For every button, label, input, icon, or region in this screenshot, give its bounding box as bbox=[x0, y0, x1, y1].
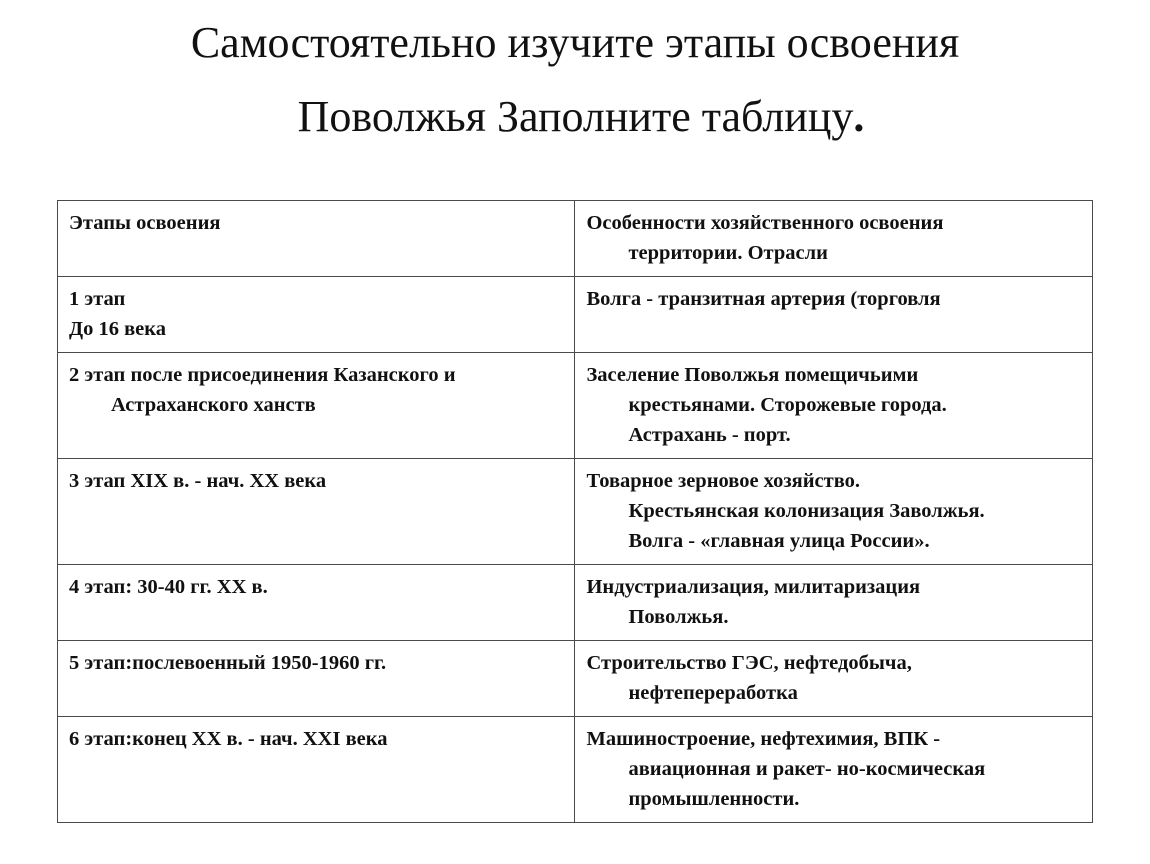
stage-cell bbox=[58, 353, 575, 459]
feature-cell bbox=[575, 641, 1093, 717]
feature-line-2: нефтепереработка bbox=[628, 682, 798, 704]
stage-cell bbox=[58, 459, 575, 565]
stage-cell bbox=[58, 717, 575, 823]
feature-line-1: Индустриализация, милитаризация bbox=[586, 576, 921, 598]
header-cell-features bbox=[575, 201, 1093, 277]
title-line-2 bbox=[0, 80, 1150, 154]
feature-line-3: Астрахань - порт. bbox=[628, 424, 791, 446]
table-row bbox=[58, 717, 1093, 823]
page-title bbox=[0, 6, 1150, 154]
feature-cell bbox=[575, 277, 1093, 353]
table-row bbox=[58, 565, 1093, 641]
stage-period: До 16 века bbox=[69, 318, 167, 340]
feature-line-1: Строительство ГЭС, нефтедобыча, bbox=[586, 652, 912, 674]
feature-line-1: Машиностроение, нефтехимия, ВПК - bbox=[586, 728, 941, 750]
header-features-line-2: территории. Отрасли bbox=[628, 242, 828, 264]
feature-cell bbox=[575, 717, 1093, 823]
stage-cell bbox=[58, 641, 575, 717]
feature-line-2: Поволжья. bbox=[628, 606, 729, 628]
stage-label: 3 этап XIX в. - нач. XX века bbox=[69, 470, 327, 492]
table-row bbox=[58, 277, 1093, 353]
stage-label: 5 этап:послевоенный 1950-1960 гг. bbox=[69, 652, 387, 674]
stage-label: 1 этап bbox=[69, 288, 126, 310]
title-line-2-text: Поволжья Заполните таблицу bbox=[297, 92, 854, 141]
feature-line-2: Крестьянская колонизация Заволжья. bbox=[628, 500, 985, 522]
feature-line-1: Заселение Поволжья помещичьими bbox=[586, 364, 919, 386]
stage-label-continued: Астраханского ханств bbox=[111, 394, 316, 416]
header-stages-label: Этапы освоения bbox=[69, 212, 221, 234]
feature-line-3: Волга - «главная улица России». bbox=[628, 530, 930, 552]
stage-cell bbox=[58, 565, 575, 641]
feature-cell bbox=[575, 565, 1093, 641]
table-row bbox=[58, 459, 1093, 565]
table-row bbox=[58, 641, 1093, 717]
stage-label: 6 этап:конец XX в. - нач. XXI века bbox=[69, 728, 388, 750]
stage-cell bbox=[58, 277, 575, 353]
feature-line-1: Волга - транзитная артерия (торговля bbox=[586, 288, 941, 310]
title-line-1: Самостоятельно изучите этапы освоения bbox=[190, 18, 960, 67]
feature-cell bbox=[575, 459, 1093, 565]
stage-label: 4 этап: 30-40 гг. XX в. bbox=[69, 576, 268, 598]
feature-line-2: авиационная и ракет- но-космическая bbox=[628, 758, 986, 780]
feature-line-2: крестьянами. Сторожевые города. bbox=[628, 394, 947, 416]
table-header-row bbox=[58, 201, 1093, 277]
header-cell-stages bbox=[58, 201, 575, 277]
feature-line-1: Товарное зерновое хозяйство. bbox=[586, 470, 860, 492]
stage-label: 2 этап после присоединения Казанского и bbox=[69, 364, 456, 386]
stages-table bbox=[57, 200, 1093, 823]
feature-line-3: промышленности. bbox=[628, 788, 800, 810]
table-row bbox=[58, 353, 1093, 459]
feature-cell bbox=[575, 353, 1093, 459]
title-period: . bbox=[853, 92, 865, 141]
header-features-line-1: Особенности хозяйственного освоения bbox=[586, 212, 944, 234]
